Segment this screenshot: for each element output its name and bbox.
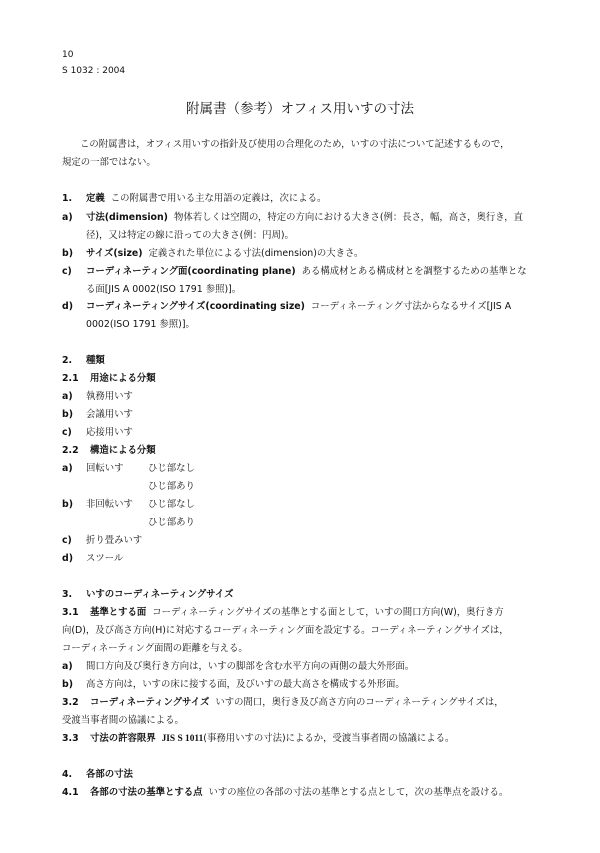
- page-title: 附属書（参考）オフィス用いすの寸法: [185, 101, 414, 117]
- list-item: [62, 388, 133, 402]
- subsection-number: 3.3: [62, 733, 79, 744]
- list-item: [62, 532, 142, 546]
- term: コーディネーティングサイズ(coordinating size): [86, 301, 305, 312]
- section-label: 種類: [86, 355, 105, 366]
- item-text: 非回転いす: [86, 499, 133, 510]
- subsection-3-1: [62, 604, 504, 618]
- section-text: この附属書で用いる主な用語の定義は，次による。: [110, 193, 327, 204]
- list-item: [62, 658, 414, 672]
- list-item: [62, 406, 133, 420]
- section-number: 4.: [62, 769, 73, 780]
- jis-reference: JIS S 1011: [161, 734, 204, 744]
- paragraph-text: (事務用いすの寸法)によるか，受渡当事者間の協議による。: [203, 733, 455, 744]
- item-text: 折り畳みいす: [86, 535, 143, 546]
- subsection-label: 構造による分類: [89, 445, 156, 456]
- paragraph-text: いすの座位の各部の寸法の基準とする点として，次の基準点を設ける。: [208, 787, 509, 798]
- subsection-number: 3.2: [62, 697, 79, 708]
- definition-d: [62, 298, 511, 312]
- subsection-2-1: [62, 370, 156, 384]
- term: 寸法(dimension): [86, 212, 168, 223]
- section-3-heading: [62, 586, 234, 600]
- subsection-label: 寸法の許容限界: [89, 733, 156, 744]
- intro-line-1: この附属書は，オフィス用いすの指針及び使用の合理化のため，いすの寸法について記述するもので，: [80, 139, 510, 150]
- paragraph-line: 受渡当事者間の協議による。: [62, 715, 184, 726]
- section-1-heading: [62, 190, 326, 204]
- standard-number: S 1032 : 2004: [62, 66, 126, 76]
- subsection-label: 各部の寸法の基準とする点: [89, 787, 203, 798]
- item-text: 間口方向及び奥行き方向は，いすの脚部を含む水平方向の両側の最大外形面。: [86, 661, 415, 672]
- item-label: d): [62, 553, 73, 564]
- subsection-3-3: [62, 730, 454, 744]
- item-text: スツール: [86, 553, 124, 564]
- item-label: a): [62, 391, 73, 402]
- item-label: b): [62, 499, 73, 510]
- definition-c: [62, 263, 527, 277]
- list-item: [62, 676, 405, 690]
- definition-d-cont: 0002(ISO 1791 参照)]。: [86, 319, 195, 330]
- section-number: 3.: [62, 589, 73, 600]
- list-item: [62, 550, 123, 564]
- item-label: c): [62, 427, 72, 438]
- section-label: いすのコーディネーティングサイズ: [86, 589, 234, 600]
- paragraph-line: 向(D)，及び高さ方向(H)に対応するコーディネーティング面を設定する。コーディネーティングサイズは，: [62, 625, 509, 636]
- item-label: c): [62, 266, 72, 277]
- item-label: b): [62, 409, 73, 420]
- list-item: [62, 496, 133, 510]
- list-item: [62, 424, 133, 438]
- list-item: [62, 460, 124, 474]
- sub-item: ひじ部なし: [148, 463, 195, 474]
- definition-b: [62, 245, 363, 259]
- definition-text: ある構成材とある構成材とを調整するための基準とな: [301, 266, 527, 277]
- paragraph-line: コーディネーティング面間の距離を与える。: [62, 643, 248, 654]
- item-text: 回転いす: [86, 463, 124, 474]
- item-text: 執務用いす: [86, 391, 133, 402]
- item-label: a): [62, 212, 73, 223]
- subsection-label: 基準とする面: [89, 607, 147, 618]
- definition-a-cont: 径)，又は特定の線に沿っての大きさ(例：円周)。: [86, 230, 294, 241]
- paragraph-text: コーディネーティングサイズの基準とする面として，いすの間口方向(W)，奥行き方: [152, 607, 504, 618]
- subsection-2-2: [62, 442, 156, 456]
- item-text: 高さ方向は，いすの床に接する面，及びいすの最大高さを構成する外形面。: [86, 679, 405, 690]
- item-label: c): [62, 535, 72, 546]
- section-4-heading: [62, 766, 133, 780]
- subsection-number: 4.1: [62, 787, 79, 798]
- subsection-number: 3.1: [62, 607, 79, 618]
- sub-item: ひじ部あり: [148, 481, 195, 492]
- section-label: 各部の寸法: [86, 769, 133, 780]
- definition-a: [62, 209, 523, 223]
- subsection-label: 用途による分類: [89, 373, 156, 384]
- subsection-number: 2.1: [62, 373, 79, 384]
- item-label: d): [62, 301, 73, 312]
- section-label: 定義: [86, 193, 105, 204]
- term: コーディネーティング面(coordinating plane): [86, 266, 296, 277]
- section-2-heading: [62, 352, 105, 366]
- item-text: 会議用いす: [86, 409, 133, 420]
- intro-line-2: 規定の一部ではない。: [62, 157, 156, 168]
- subsection-3-2: [62, 694, 504, 708]
- paragraph-text: いすの間口，奥行き及び高さ方向のコーディネーティングサイズは，: [215, 697, 504, 708]
- item-label: a): [62, 661, 73, 672]
- definition-text: 定義された単位による寸法(dimension)の大きさ。: [148, 248, 364, 259]
- subsection-number: 2.2: [62, 445, 79, 456]
- section-number: 1.: [62, 193, 73, 204]
- subsection-4-1: [62, 784, 508, 798]
- item-label: b): [62, 248, 73, 259]
- definition-text: コーディネーティング寸法からなるサイズ[JIS A: [310, 301, 512, 312]
- section-number: 2.: [62, 355, 73, 366]
- subsection-label: コーディネーティングサイズ: [89, 697, 210, 708]
- sub-item: ひじ部あり: [148, 517, 195, 528]
- item-text: 応接用いす: [86, 427, 133, 438]
- page-number: 10: [62, 50, 74, 60]
- term: サイズ(size): [86, 248, 143, 259]
- item-label: a): [62, 463, 73, 474]
- definition-text: 物体若しくは空間の，特定の方向における大きさ(例：長さ，幅，高さ，奥行き，直: [173, 212, 523, 223]
- item-label: b): [62, 679, 73, 690]
- definition-c-cont: る面[JIS A 0002(ISO 1791 参照)]。: [86, 284, 242, 295]
- sub-item: ひじ部なし: [148, 499, 195, 510]
